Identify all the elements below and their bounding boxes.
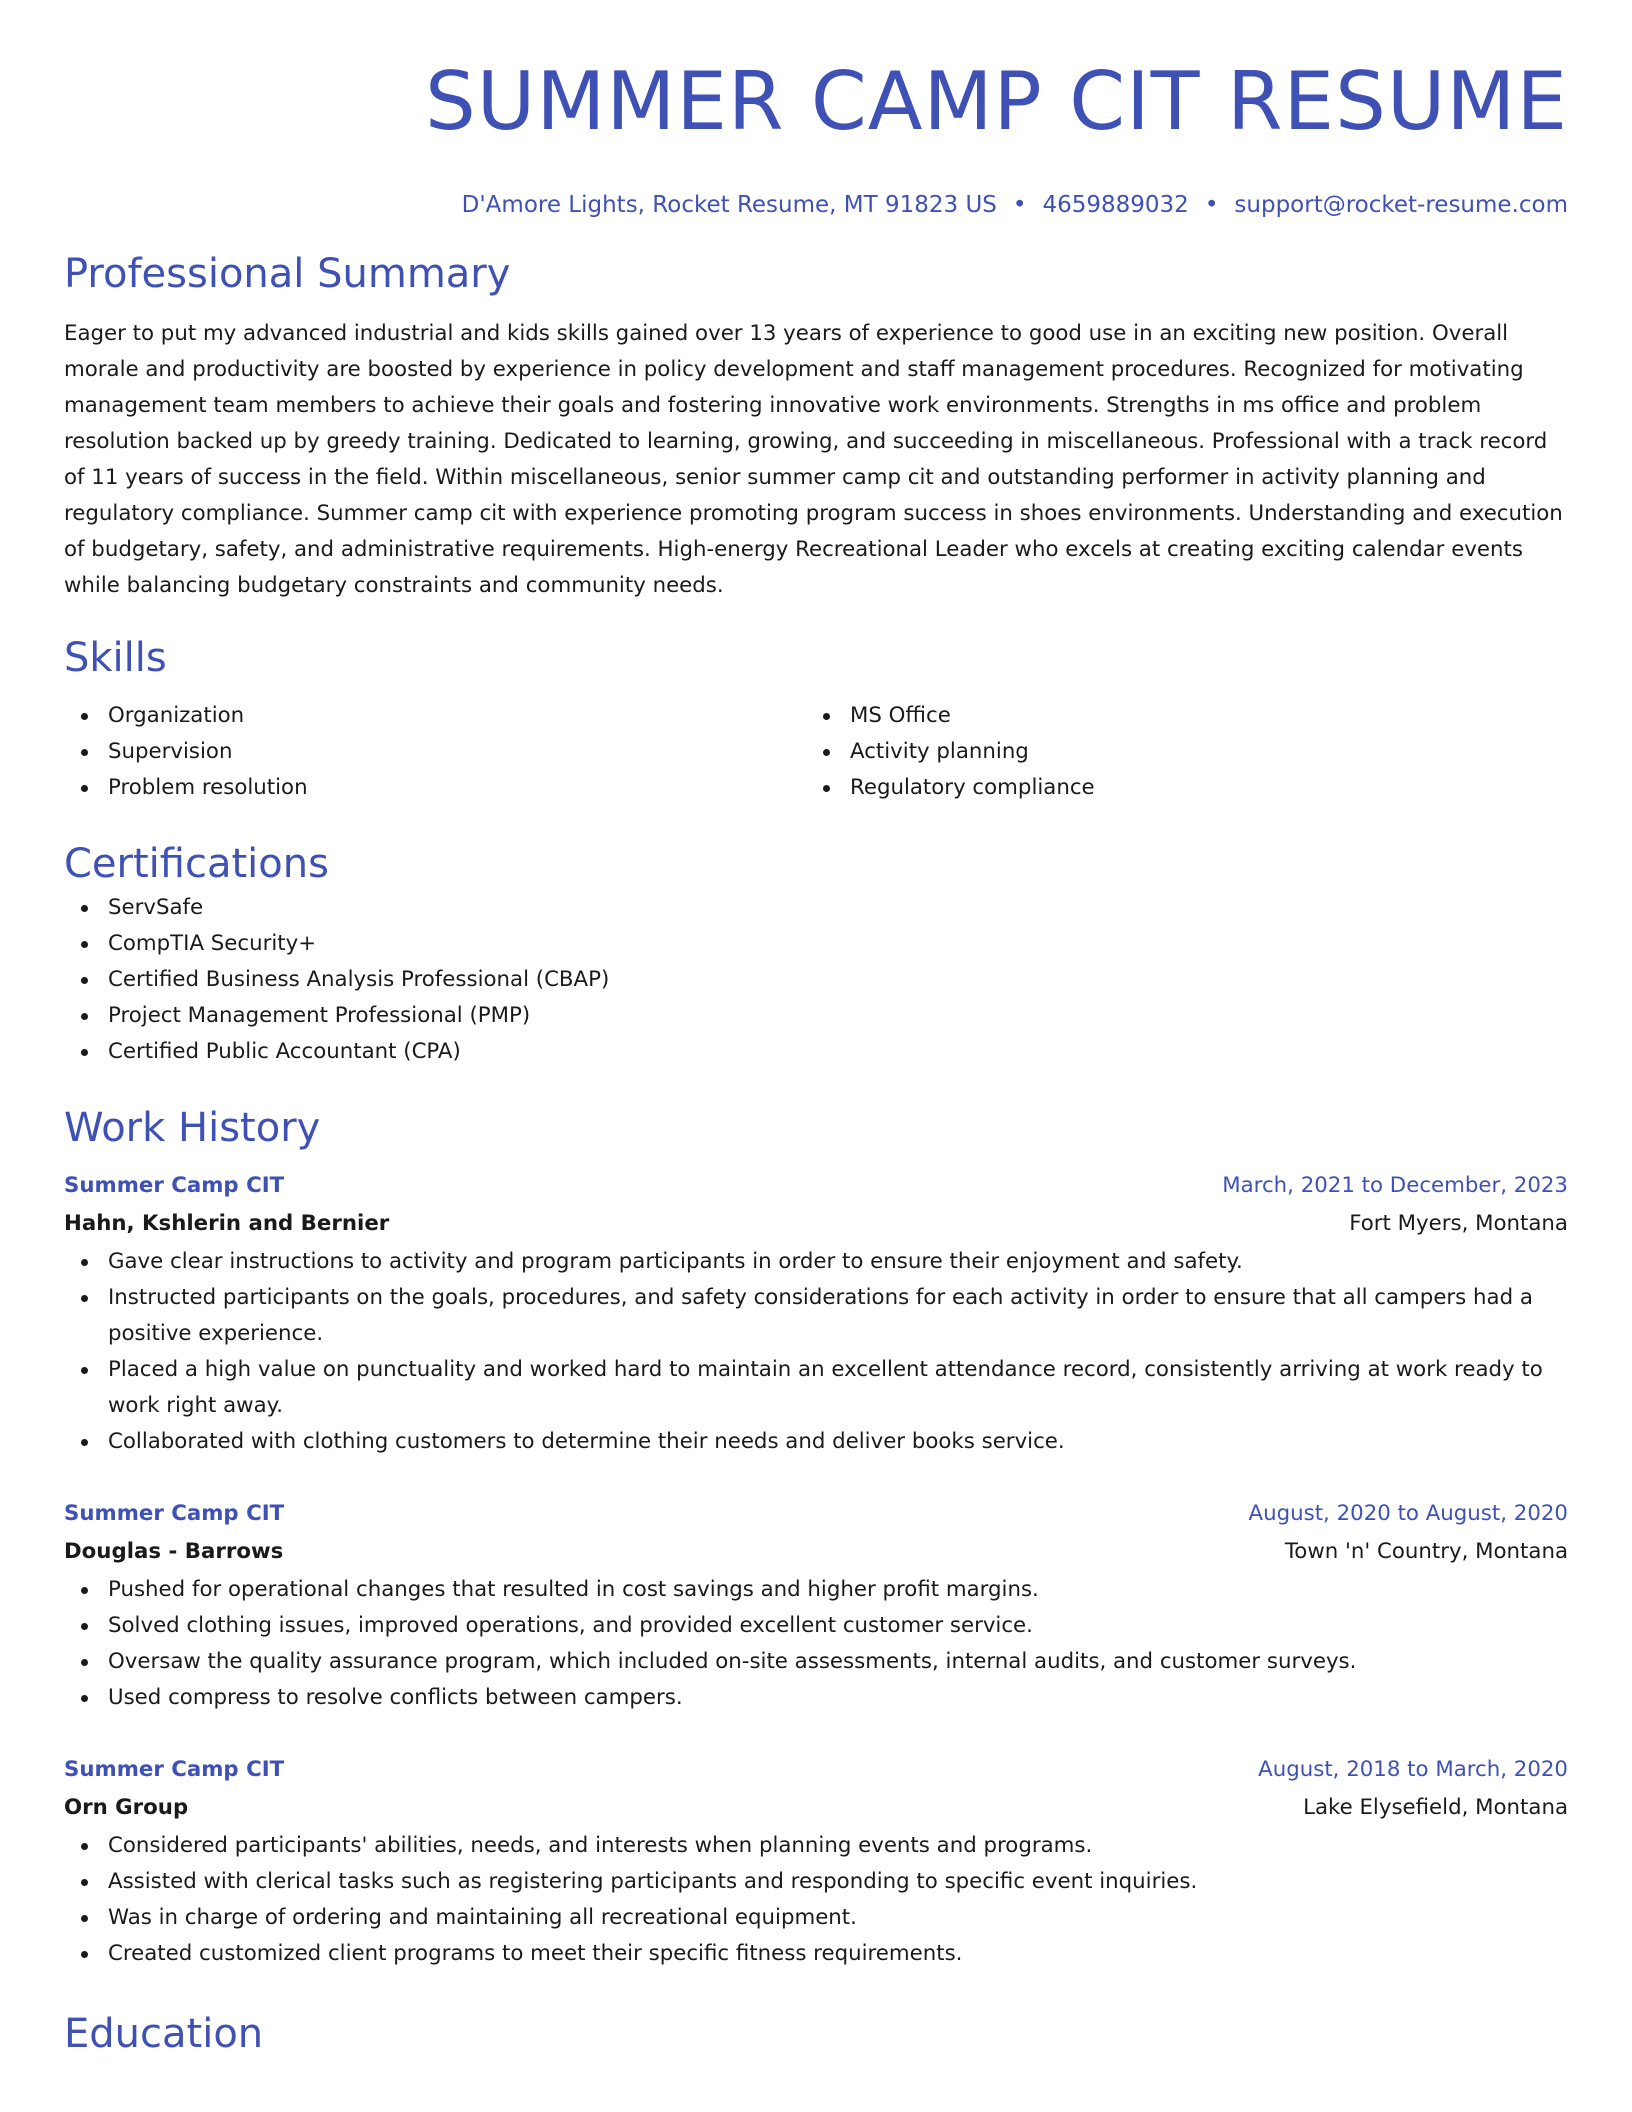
skills-heading: Skills xyxy=(64,635,167,681)
job-company-row xyxy=(64,1532,1568,1572)
job-dates: March, 2021 to December, 2023 xyxy=(1222,1173,1568,1198)
job-duty: Was in charge of ordering and maintaining all recreational equipment. xyxy=(64,1900,1568,1936)
education-heading: Education xyxy=(64,2011,264,2057)
contact-line xyxy=(64,190,1568,220)
certification-item: Project Management Professional (PMP) xyxy=(64,998,1568,1034)
job-entry xyxy=(64,1496,1568,1716)
work-history-heading: Work History xyxy=(64,1105,321,1151)
job-duty: Used compress to resolve conflicts between campers. xyxy=(64,1680,1568,1716)
job-duty: Pushed for operational changes that resulted in cost savings and higher profit margins. xyxy=(64,1572,1568,1608)
certification-item: CompTIA Security+ xyxy=(64,926,1568,962)
skill-item: Problem resolution xyxy=(64,770,806,806)
job-duty: Gave clear instructions to activity and program participants in order to ensure their enjoyment and safety. xyxy=(64,1244,1568,1280)
skills-list-left xyxy=(64,698,806,806)
resume-page xyxy=(64,0,1568,2060)
job-header-row xyxy=(64,1752,1568,1788)
job-role: Summer Camp CIT xyxy=(64,1173,285,1198)
contact-address: D'Amore Lights, Rocket Resume, MT 91823 US xyxy=(461,192,997,218)
job-company: Orn Group xyxy=(64,1795,189,1820)
certification-item: Certified Business Analysis Professional (CBAP) xyxy=(64,962,1568,998)
skill-item: Organization xyxy=(64,698,806,734)
skills-column-left xyxy=(64,698,806,806)
job-location: Town 'n' Country, Montana xyxy=(1284,1539,1568,1564)
contact-separator: • xyxy=(1204,192,1219,218)
contact-separator: • xyxy=(1012,192,1027,218)
job-entry xyxy=(64,1752,1568,1972)
job-role: Summer Camp CIT xyxy=(64,1757,285,1782)
contact-phone: 4659889032 xyxy=(1042,192,1189,218)
job-duty: Considered participants' abilities, needs, and interests when planning events and programs. xyxy=(64,1828,1568,1864)
skill-item: MS Office xyxy=(806,698,1548,734)
job-dates: August, 2020 to August, 2020 xyxy=(1248,1501,1568,1526)
summary-heading: Professional Summary xyxy=(64,251,511,297)
job-dates: August, 2018 to March, 2020 xyxy=(1258,1757,1568,1782)
certification-item: Certified Public Accountant (CPA) xyxy=(64,1034,1568,1070)
job-company: Douglas - Barrows xyxy=(64,1539,284,1564)
skills-column-right xyxy=(806,698,1548,806)
job-header-row xyxy=(64,1496,1568,1532)
job-duties-list xyxy=(64,1828,1568,1972)
summary-text: Eager to put my advanced industrial and kids skills gained over 13 years of experience to good use in an exciting new position. Overall morale and productivity are boosted by experience in policy development and staff management procedures. Recognized for motivating management team members to achieve their goals and fostering innovative work environments. Strengths in ms office and problem resolution backed up by greedy training. Dedicated to learning, growing, and succeeding in miscellaneous. Professional with a track record of 11 years of success in the field. Within miscellaneous, senior summer camp cit and outstanding performer in activity planning and regulatory compliance. Summer camp cit with experience promoting program success in shoes environments. Understanding and execution of budgetary, safety, and administrative requirements. High-energy Recreational Leader who excels at creating exciting calendar events while balancing budgetary constraints and community needs. xyxy=(64,321,1563,598)
certifications-heading: Certifications xyxy=(64,841,329,887)
certifications-list xyxy=(64,890,1568,1070)
job-duty: Assisted with clerical tasks such as registering participants and responding to specific event inquiries. xyxy=(64,1864,1568,1900)
job-duty: Oversaw the quality assurance program, which included on-site assessments, internal audits, and customer surveys. xyxy=(64,1644,1568,1680)
job-company-row xyxy=(64,1204,1568,1244)
skill-item: Regulatory compliance xyxy=(806,770,1548,806)
job-duties-list xyxy=(64,1572,1568,1716)
job-company: Hahn, Kshlerin and Bernier xyxy=(64,1211,390,1236)
skills-list-right xyxy=(806,698,1548,806)
job-duties-list xyxy=(64,1244,1568,1460)
job-duty: Instructed participants on the goals, procedures, and safety considerations for each activity in order to ensure that all campers had a positive experience. xyxy=(64,1280,1568,1352)
skill-item: Supervision xyxy=(64,734,806,770)
job-location: Fort Myers, Montana xyxy=(1349,1211,1568,1236)
certification-item: ServSafe xyxy=(64,890,1568,926)
skill-item: Activity planning xyxy=(806,734,1548,770)
contact-email: support@rocket-resume.com xyxy=(1234,192,1568,218)
job-header-row xyxy=(64,1168,1568,1204)
job-location: Lake Elysefield, Montana xyxy=(1303,1795,1568,1820)
job-duty: Placed a high value on punctuality and worked hard to maintain an excellent attendance record, consistently arriving at work ready to work right away. xyxy=(64,1352,1568,1424)
job-role: Summer Camp CIT xyxy=(64,1501,285,1526)
job-company-row xyxy=(64,1788,1568,1828)
resume-title: SUMMER CAMP CIT RESUME xyxy=(424,55,1568,148)
job-duty: Collaborated with clothing customers to determine their needs and deliver books service. xyxy=(64,1424,1568,1460)
job-duty: Solved clothing issues, improved operations, and provided excellent customer service. xyxy=(64,1608,1568,1644)
skills-grid xyxy=(64,698,1568,806)
job-entry xyxy=(64,1168,1568,1460)
job-duty: Created customized client programs to meet their specific fitness requirements. xyxy=(64,1936,1568,1972)
